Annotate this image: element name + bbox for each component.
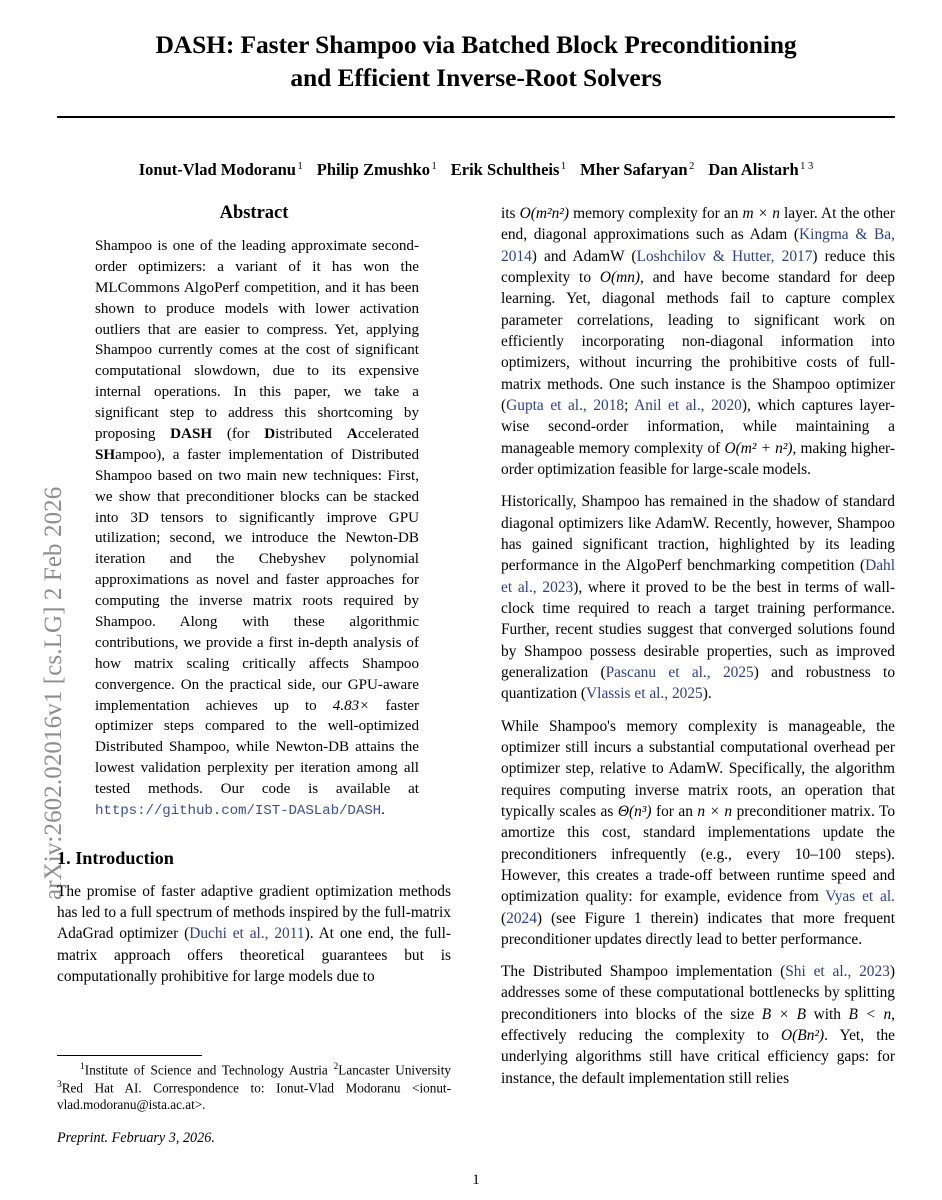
r-p1-d: ) and AdamW ( [531, 247, 637, 265]
citation-vlassis-2025[interactable]: Vlassis et al., 2025 [586, 685, 703, 703]
right-paragraph-3 [501, 716, 895, 951]
author-1-affil: 1 [297, 160, 303, 172]
arxiv-stamp [0, 0, 67, 1200]
citation-loshchilov-hutter-2017[interactable]: Loshchilov & Hutter, 2017 [636, 247, 813, 265]
r-p4-b: ) addresses some of these computational bottlenecks by splitting preconditioners into blocks of the size [501, 963, 896, 1023]
r-p1-h: ), which captures layer-wise second-order information, while maintaining a manageable memory complexity of [501, 396, 895, 457]
abstract-part-1: Shampoo is one of the leading approximate second-order optimizers: a variant of it has won the MLCommons AlgoPerf competition, and it has been shown to produce models with lower activation outliers that are easier to compress. Yet, applying Shampoo currently comes at the cost of significant computational slowdown, due to its expensive internal operations. In this paper, we take a significant step to address this shortcoming by proposing [95, 238, 419, 443]
footnote-affil-2: Lancaster University [338, 1062, 451, 1078]
math-theta-n-cubed: Θ(n³) [617, 802, 652, 820]
author-4 [580, 160, 694, 179]
intro-paragraph-1 [57, 881, 451, 988]
math-shampoo-memory: O(m² + n²) [724, 439, 793, 457]
abstract-dash-bold: DASH [170, 426, 213, 443]
author-2-affil: 1 [431, 160, 437, 172]
math-layer-dims: m × n [742, 205, 780, 222]
abstract-part-2: (for [212, 426, 265, 443]
r-p2-d: ). [702, 685, 712, 703]
author-4-affil: 2 [689, 160, 695, 172]
math-n-by-n: n × n [697, 802, 733, 820]
abstract-a-bold: A [346, 426, 358, 443]
author-5 [708, 160, 813, 179]
math-omn: O(mn) [599, 268, 641, 286]
author-1 [139, 160, 303, 179]
two-column-body [57, 203, 895, 1178]
section-heading-introduction: 1. Introduction [57, 847, 174, 868]
paper-page [57, 0, 895, 1200]
r-p1-c: layer. At the other end, diagonal approximations such as Adam ( [501, 205, 895, 244]
author-list [57, 160, 895, 180]
footnote-affil-3: Red Hat AI. Correspondence to: Ionut-Vlad Modoranu <ionut-vlad.modoranu@ista.ac.at>. [57, 1079, 451, 1113]
abstract-heading: Abstract [219, 203, 289, 223]
right-paragraph-2 [501, 491, 895, 704]
abstract-ampoo: ampoo), a faster implementation of Distributed Shampoo based on two main new techniques: First, we show that preconditioner blocks can be stacked into 3D tensors to significantly improve GPU utilization; second, we introduce the Newton-DB iteration and the Chebyshev polynomial approximations as novel and faster approaches for computing the inverse matrix roots required by Shampoo. Along with these algorithmic contributions, we provide a first in-depth analysis of how matrix scaling critically affects Shampoo convergence. On the practical side, our GPU-aware implementation achieves up to [95, 446, 419, 714]
author-3-affil: 1 [560, 160, 567, 172]
author-1-name: Ionut-Vlad Modoranu [138, 160, 296, 180]
abstract-text [57, 236, 451, 822]
author-3 [451, 160, 566, 179]
footnote-affil-1: Institute of Science and Technology Austria [84, 1062, 334, 1078]
author-5-affil: 1 3 [800, 160, 814, 172]
abstract-istributed: istributed [275, 426, 347, 443]
footnote-block [57, 1055, 451, 1161]
citation-pascanu-2025[interactable]: Pascanu et al., 2025 [605, 663, 754, 681]
r-p1-b: memory complexity for an [569, 205, 743, 222]
title-line-1: DASH: Faster Shampoo via Batched Block Preconditioning [155, 30, 797, 59]
r-p4-a: The Distributed Shampoo implementation ( [501, 963, 786, 981]
math-b-by-b: B × B [761, 1005, 807, 1023]
r-p3-c: preconditioner matrix. To amortize this cost, standard implementations update the preconditioners infrequently (e.g., every 10–100 steps). However, this creates a trade-off between runtime speed and optimization quality: for example, evidence from [501, 802, 896, 906]
footnote-rule [57, 1055, 202, 1056]
footnote-marker-3: 3 [57, 1079, 62, 1090]
r-p2-b: ), where it proved to be the best in terms of wall-clock time required to reach a target training performance. Further, recent studies suggest that converged solutions found by Shampoo possess desirable properties, such as improved generalization ( [501, 578, 896, 681]
author-3-name: Erik Schultheis [450, 160, 560, 180]
title-line-2: and Efficient Inverse-Root Solvers [290, 63, 662, 93]
abstract-ccelerated: ccelerated [357, 426, 419, 443]
math-obn2: O(Bn²) [781, 1027, 825, 1045]
footnote-affiliations [57, 1061, 451, 1113]
abstract-code-url[interactable]: https://github.com/IST-DASLab/DASH [95, 803, 382, 820]
arxiv-stamp-text: arXiv:2602.02016v1 [cs.LG] 2 Feb 2026 [40, 486, 67, 900]
abstract-part-3: faster optimizer steps compared to the well-optimized Distributed Shampoo, while Newton-DB attains the lowest validation perplexity per iteration among all tested methods. Our code is available at [95, 697, 419, 798]
r-p1-e: ) reduce this complexity to [501, 247, 895, 286]
r-p4-c: with [806, 1005, 849, 1023]
citation-gupta-2018[interactable]: Gupta et al., 2018 [506, 396, 625, 414]
page-title [57, 28, 895, 94]
citation-vyas-year[interactable]: 2024 [506, 909, 537, 927]
citation-shi-2023[interactable]: Shi et al., 2023 [785, 963, 890, 981]
citation-dahl-2023[interactable]: Dahl et al., 2023 [501, 557, 895, 596]
author-4-name: Mher Safaryan [580, 160, 688, 180]
abstract-sh-bold: SH [95, 446, 116, 463]
right-paragraph-1 [501, 203, 895, 480]
author-2 [317, 160, 437, 179]
abstract-d-bold: D [264, 426, 276, 443]
title-rule [57, 116, 895, 118]
page-number: 1 [472, 1172, 480, 1188]
r-p3-d: ( [501, 909, 507, 927]
r-p1-a: its [501, 205, 520, 222]
citation-kingma-ba-2014[interactable]: Kingma & Ba, 2014 [501, 226, 895, 265]
title-block [57, 0, 895, 94]
abstract-text-end: . [381, 802, 385, 819]
r-p2-a: Historically, Shampoo has remained in the shadow of standard diagonal optimizers like AdamW. Recently, however, Shampoo has gained significant traction, highlighted by its leading performance in the AlgoPerf benchmarking competition ( [501, 493, 895, 575]
r-p3-b: for an [651, 802, 698, 820]
r-p1-g: ; [624, 396, 635, 414]
footnote-marker-2: 2 [333, 1062, 339, 1072]
citation-vyas-name[interactable]: Vyas et al. [825, 888, 896, 906]
r-p3-e: ) (see Figure 1 therein) indicates that more frequent preconditioner updates directly lead to better performance. [501, 909, 895, 948]
math-memory-complexity: O(m²n²) [519, 205, 570, 222]
intro-p1-a: The promise of faster adaptive gradient optimization methods has led to a full spectrum of methods inspired by the full-matrix AdaGrad optimizer ( [57, 882, 451, 943]
preprint-notice: Preprint. February 3, 2026. [57, 1130, 215, 1147]
r-p4-e: . Yet, the underlying algorithms still have critical efficiency gaps: for instance, the default implementation still relies [501, 1027, 895, 1087]
r-p4-d: , effectively reducing the complexity to [501, 1005, 896, 1045]
citation-duchi-2011[interactable]: Duchi et al., 2011 [189, 925, 305, 943]
footnote-marker-1: 1 [80, 1062, 85, 1072]
right-column [501, 203, 895, 1100]
right-paragraph-4 [501, 961, 895, 1089]
r-p3-a: While Shampoo's memory complexity is manageable, the optimizer still incurs a substantial computational overhead per optimizer step, relative to AdamW. Specifically, the algorithm requires computing inverse matrix roots, an operation that typically scales as [501, 717, 895, 820]
citation-anil-2020[interactable]: Anil et al., 2020 [634, 396, 742, 414]
r-p1-i: , making higher-order optimization feasible for large-scale models. [501, 439, 895, 478]
r-p2-c: ) and robustness to quantization ( [501, 663, 896, 703]
math-b-less-n: B < n [848, 1005, 892, 1023]
abstract-speedup-value: 4.83× [332, 697, 370, 714]
left-column [57, 203, 451, 998]
r-p1-f: , and have become standard for deep learning. Yet, diagonal methods fail to capture complex parameter correlations, leading to significant work on efficiently incorporating non-diagonal information into optimizers, without incurring the prohibitive costs of full-matrix methods. One such instance is the Shampoo optimizer ( [501, 268, 895, 414]
author-2-name: Philip Zmushko [316, 160, 430, 180]
author-5-name: Dan Alistarh [708, 160, 799, 180]
intro-p1-b: ). At one end, the full-matrix approach offers theoretical guarantees but is computationally prohibitive for large models due to [57, 925, 451, 986]
